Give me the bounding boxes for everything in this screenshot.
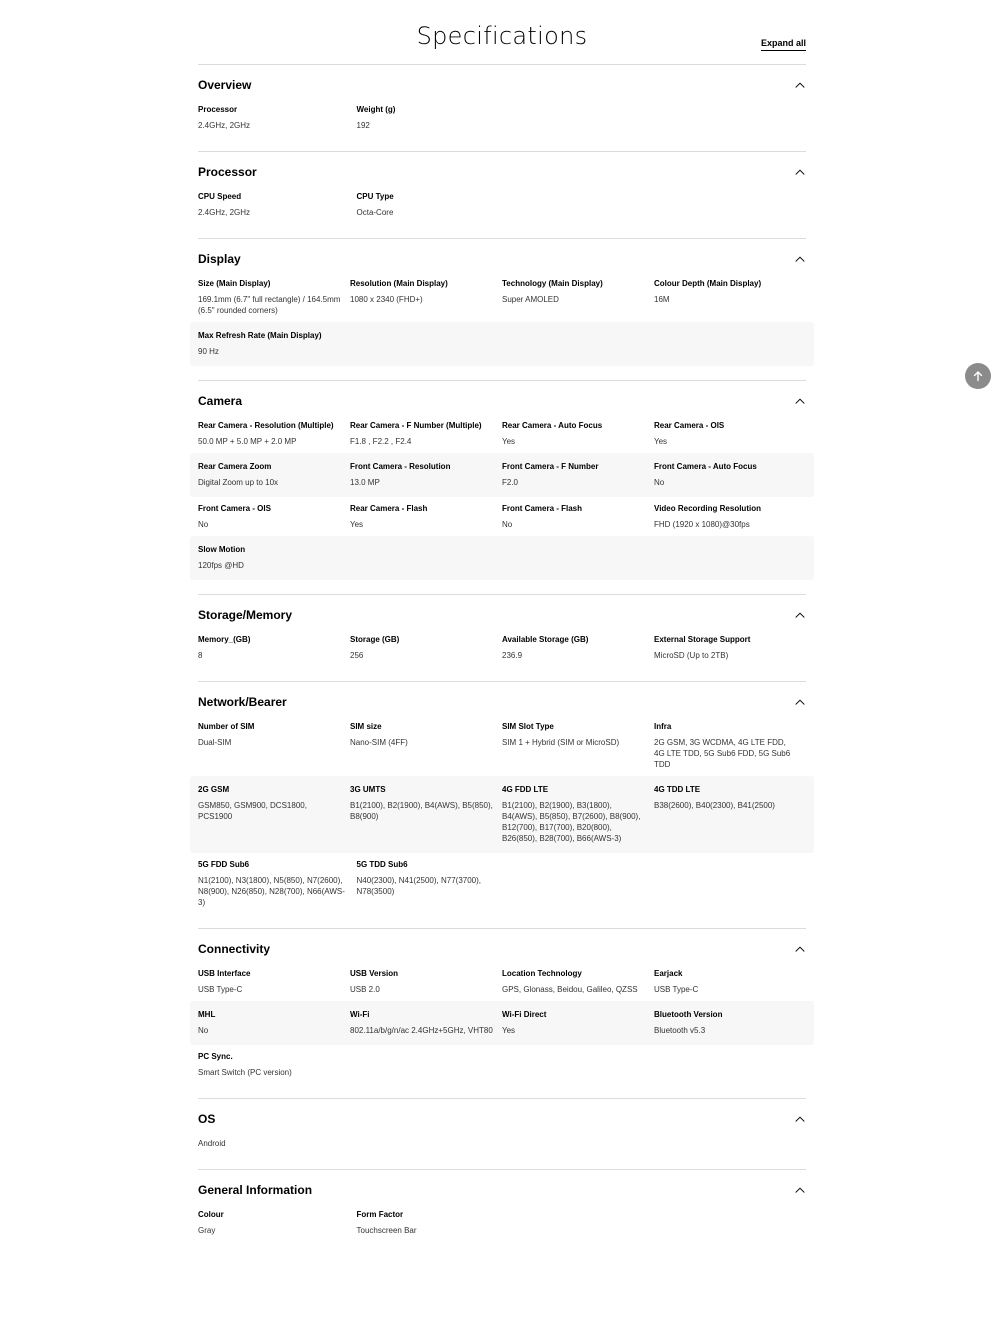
spec-value: B38(2600), B40(2300), B41(2500)	[654, 801, 775, 810]
spec-label: Front Camera - Flash	[502, 504, 583, 513]
spec-value: Nano-SIM (4FF)	[350, 738, 408, 747]
spec-value: USB Type-C	[198, 985, 243, 994]
spec-label: Max Refresh Rate (Main Display)	[198, 331, 322, 340]
spec-value: FHD (1920 x 1080)@30fps	[654, 520, 750, 529]
spec-item	[502, 634, 654, 661]
spec-item	[654, 968, 806, 995]
spec-label: Storage (GB)	[350, 635, 400, 644]
spec-label: SIM Slot Type	[502, 722, 554, 731]
spec-item	[502, 721, 654, 770]
section-title: OS	[198, 1112, 216, 1126]
spec-item	[198, 278, 350, 316]
spec-item	[357, 859, 516, 908]
spec-label: Front Camera - Auto Focus	[654, 462, 757, 471]
spec-label: Slow Motion	[198, 545, 246, 554]
spec-value: Super AMOLED	[502, 295, 559, 304]
spec-item	[654, 503, 806, 530]
section-title: Overview	[198, 78, 252, 92]
spec-section	[198, 64, 806, 151]
spec-value: 802.11a/b/g/n/ac 2.4GHz+5GHz, VHT80	[350, 1026, 493, 1035]
spec-value: Yes	[502, 1026, 516, 1035]
spec-item	[654, 278, 806, 316]
spec-section	[198, 380, 806, 594]
spec-label: Video Recording Resolution	[654, 504, 761, 513]
section-header[interactable]	[198, 393, 806, 409]
chevron-up-icon[interactable]	[794, 395, 806, 407]
spec-item	[357, 1209, 516, 1236]
spec-item	[198, 503, 350, 530]
section-header[interactable]	[198, 77, 806, 93]
spec-value: 16M	[654, 295, 670, 304]
section-title: Camera	[198, 394, 243, 408]
spec-label: Bluetooth Version	[654, 1010, 723, 1019]
spec-section	[198, 1098, 806, 1169]
spec-value: MicroSD (Up to 2TB)	[654, 651, 729, 660]
spec-item	[198, 859, 357, 908]
spec-item	[350, 503, 502, 530]
spec-value: 90 Hz	[198, 347, 219, 356]
spec-item	[198, 461, 350, 488]
spec-row	[190, 634, 814, 667]
spec-row	[190, 776, 814, 853]
spec-value: Yes	[654, 437, 668, 446]
spec-label: 5G TDD Sub6	[356, 860, 408, 869]
spec-label: MHL	[198, 1010, 216, 1019]
chevron-up-icon[interactable]	[794, 166, 806, 178]
spec-item	[198, 191, 357, 218]
spec-rows	[198, 104, 806, 137]
section-header[interactable]	[198, 1182, 806, 1198]
spec-value: B1(2100), B2(1900), B4(AWS), B5(850), B8(900)	[350, 801, 493, 821]
spec-value: Gray	[198, 1226, 216, 1235]
spec-label: 3G UMTS	[350, 785, 386, 794]
spec-label: CPU Type	[356, 192, 394, 201]
spec-label: Wi-Fi	[350, 1010, 370, 1019]
chevron-up-icon[interactable]	[794, 79, 806, 91]
spec-label: Processor	[198, 105, 238, 114]
spec-label: Technology (Main Display)	[502, 279, 603, 288]
spec-label: Weight (g)	[356, 105, 396, 114]
spec-item	[350, 278, 502, 316]
spec-label: Rear Camera - Resolution (Multiple)	[198, 421, 334, 430]
section-header[interactable]	[198, 1111, 806, 1127]
spec-value: No	[502, 520, 513, 529]
spec-value: 169.1mm (6.7" full rectangle) / 164.5mm (6.5" rounded corners)	[198, 295, 341, 315]
spec-label: 4G TDD LTE	[654, 785, 701, 794]
spec-value: 1080 x 2340 (FHD+)	[350, 295, 423, 304]
spec-label: Resolution (Main Display)	[350, 279, 448, 288]
spec-item	[502, 503, 654, 530]
spec-row	[190, 420, 814, 453]
spec-item	[198, 330, 357, 357]
spec-label: Front Camera - Resolution	[350, 462, 451, 471]
spec-sections	[198, 64, 806, 1256]
scroll-to-top-button[interactable]	[965, 363, 991, 389]
spec-item	[350, 784, 502, 844]
chevron-up-icon[interactable]	[794, 253, 806, 265]
section-title: Network/Bearer	[198, 695, 287, 709]
spec-value: No	[198, 1026, 209, 1035]
spec-section	[198, 1169, 806, 1256]
spec-value: Digital Zoom up to 10x	[198, 478, 279, 487]
section-title: Processor	[198, 165, 257, 179]
section-title: Connectivity	[198, 942, 271, 956]
spec-section	[198, 151, 806, 238]
spec-row	[190, 453, 814, 497]
spec-label: Front Camera - OIS	[198, 504, 271, 513]
spec-label: External Storage Support	[654, 635, 751, 644]
spec-rows	[198, 1138, 806, 1155]
chevron-up-icon[interactable]	[794, 609, 806, 621]
spec-item	[198, 1009, 350, 1036]
spec-value: Yes	[502, 437, 516, 446]
spec-item	[654, 784, 806, 844]
spec-value: 2.4GHz, 2GHz	[198, 121, 251, 130]
spec-value: Octa-Core	[356, 208, 394, 217]
spec-item	[350, 420, 502, 447]
spec-value: N40(2300), N41(2500), N77(3700), N78(3500)	[356, 876, 482, 896]
chevron-up-icon[interactable]	[794, 1113, 806, 1125]
spec-label: Wi-Fi Direct	[502, 1010, 547, 1019]
spec-label: Rear Camera - F Number (Multiple)	[350, 421, 482, 430]
spec-value: Smart Switch (PC version)	[198, 1068, 292, 1077]
spec-value: USB Type-C	[654, 985, 699, 994]
spec-value: USB 2.0	[350, 985, 380, 994]
spec-value: 192	[356, 121, 370, 130]
spec-label: Available Storage (GB)	[502, 635, 589, 644]
spec-item	[198, 1209, 357, 1236]
spec-value: 256	[350, 651, 364, 660]
spec-item	[654, 420, 806, 447]
spec-item	[502, 968, 654, 995]
spec-label: Rear Camera - Auto Focus	[502, 421, 603, 430]
spec-item	[350, 968, 502, 995]
spec-row	[190, 1209, 814, 1242]
spec-item	[502, 1009, 654, 1036]
spec-row	[190, 1045, 814, 1084]
spec-item	[198, 1138, 357, 1149]
section-title: Display	[198, 252, 241, 266]
chevron-up-icon[interactable]	[794, 943, 806, 955]
spec-label: Infra	[654, 722, 672, 731]
spec-label: Memory_(GB)	[198, 635, 251, 644]
spec-item	[198, 1051, 357, 1078]
spec-value: N1(2100), N3(1800), N5(850), N7(2600), N8(900), N26(850), N28(700), N66(AWS-3)	[198, 876, 345, 907]
spec-value: B1(2100), B2(1900), B3(1800), B4(AWS), B5(850), B7(2600), B8(900), B12(700), B17(700), B20(800), B26(850), B28(700), B66(AWS-3)	[502, 801, 641, 843]
spec-label: Rear Camera Zoom	[198, 462, 272, 471]
spec-label: Size (Main Display)	[198, 279, 271, 288]
spec-item	[198, 968, 350, 995]
spec-label: Earjack	[654, 969, 683, 978]
spec-item	[357, 191, 516, 218]
spec-value: 236.9	[502, 651, 523, 660]
spec-section	[198, 594, 806, 681]
spec-rows	[198, 634, 806, 667]
section-header[interactable]	[198, 941, 806, 957]
spec-label: Colour Depth (Main Display)	[654, 279, 762, 288]
chevron-up-icon[interactable]	[794, 1184, 806, 1196]
section-header[interactable]	[198, 607, 806, 623]
arrow-up-icon	[972, 370, 984, 382]
spec-label: Colour	[198, 1210, 224, 1219]
spec-label: 4G FDD LTE	[502, 785, 549, 794]
spec-item	[502, 784, 654, 844]
spec-value: No	[654, 478, 665, 487]
spec-value: GSM850, GSM900, DCS1800, PCS1900	[198, 801, 307, 821]
spec-value: Dual-SIM	[198, 738, 232, 747]
spec-value: Touchscreen Bar	[356, 1226, 417, 1235]
spec-label: Number of SIM	[198, 722, 255, 731]
spec-label: USB Interface	[198, 969, 251, 978]
section-title: Storage/Memory	[198, 608, 293, 622]
spec-item	[654, 461, 806, 488]
spec-label: SIM size	[350, 722, 382, 731]
spec-rows	[198, 1209, 806, 1242]
spec-item	[198, 634, 350, 661]
spec-label: Front Camera - F Number	[502, 462, 599, 471]
chevron-up-icon[interactable]	[794, 696, 806, 708]
spec-item	[357, 104, 516, 131]
section-title: General Information	[198, 1183, 313, 1197]
spec-row	[190, 497, 814, 536]
spec-item	[350, 461, 502, 488]
spec-rows	[198, 420, 806, 580]
spec-value: 120fps @HD	[198, 561, 244, 570]
spec-item	[654, 634, 806, 661]
spec-item	[502, 461, 654, 488]
spec-item	[198, 784, 350, 844]
spec-row	[190, 1001, 814, 1045]
spec-value: SIM 1 + Hybrid (SIM or MicroSD)	[502, 738, 620, 747]
spec-label: 2G GSM	[198, 785, 230, 794]
spec-row	[190, 104, 814, 137]
spec-item	[502, 278, 654, 316]
spec-value: 13.0 MP	[350, 478, 380, 487]
spec-item	[198, 721, 350, 770]
spec-item	[198, 420, 350, 447]
spec-row	[190, 191, 814, 224]
section-header[interactable]	[198, 164, 806, 180]
spec-value: F1.8 , F2.2 , F2.4	[350, 437, 412, 446]
spec-label: CPU Speed	[198, 192, 242, 201]
spec-value: F2.0	[502, 478, 519, 487]
spec-section	[198, 238, 806, 380]
spec-row	[190, 536, 814, 580]
spec-rows	[198, 721, 806, 914]
spec-value: 8	[198, 651, 203, 660]
spec-value: GPS, Glonass, Beidou, Galileo, QZSS	[502, 985, 638, 994]
spec-value: No	[198, 520, 209, 529]
spec-rows	[198, 278, 806, 366]
spec-value: 50.0 MP + 5.0 MP + 2.0 MP	[198, 437, 297, 446]
spec-label: Location Technology	[502, 969, 582, 978]
spec-label: Rear Camera - OIS	[654, 421, 725, 430]
spec-rows	[198, 191, 806, 224]
page-title: Specifications	[416, 22, 588, 50]
section-header[interactable]	[198, 694, 806, 710]
spec-value: Bluetooth v5.3	[654, 1026, 706, 1035]
spec-item	[502, 420, 654, 447]
spec-label: Form Factor	[356, 1210, 404, 1219]
spec-item	[198, 104, 357, 131]
section-header[interactable]	[198, 251, 806, 267]
spec-value: 2.4GHz, 2GHz	[198, 208, 251, 217]
spec-row	[190, 721, 814, 776]
spec-value: 2G GSM, 3G WCDMA, 4G LTE FDD, 4G LTE TDD, 5G Sub6 FDD, 5G Sub6 TDD	[654, 738, 791, 769]
spec-item	[198, 544, 357, 571]
spec-section	[198, 928, 806, 1098]
spec-item	[654, 1009, 806, 1036]
spec-label: Rear Camera - Flash	[350, 504, 428, 513]
spec-value: Yes	[350, 520, 364, 529]
spec-row	[190, 322, 814, 366]
spec-label: USB Version	[350, 969, 399, 978]
spec-label: PC Sync.	[198, 1052, 233, 1061]
spec-item	[350, 1009, 502, 1036]
spec-value: Android	[198, 1139, 226, 1148]
spec-row	[190, 968, 814, 1001]
spec-row	[190, 853, 814, 914]
spec-rows	[198, 968, 806, 1084]
spec-section	[198, 681, 806, 928]
spec-label: 5G FDD Sub6	[198, 860, 250, 869]
spec-row	[190, 278, 814, 322]
spec-item	[350, 634, 502, 661]
spec-row	[190, 1138, 814, 1155]
spec-item	[350, 721, 502, 770]
expand-all-button[interactable]: Expand all	[761, 38, 806, 51]
spec-item	[654, 721, 806, 770]
